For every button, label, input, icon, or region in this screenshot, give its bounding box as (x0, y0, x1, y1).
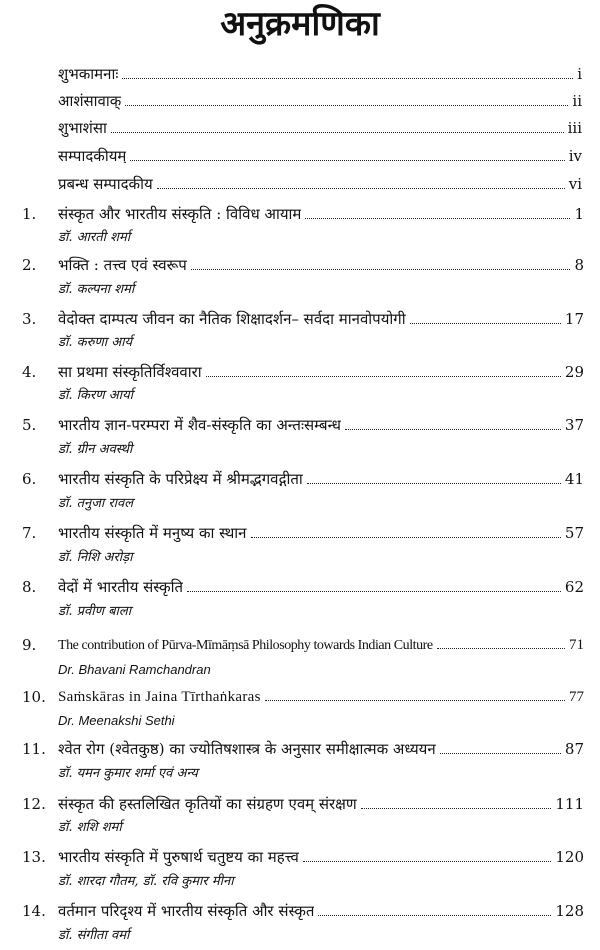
toc-entry-line (58, 685, 584, 709)
entry-title: प्रबन्ध सम्पादकीय (58, 175, 153, 193)
entry-title: वेदोक्त दाम्पत्य जीवन का नैतिक शिक्षादर्शन– सर्वदा मानवोपयोगी (58, 310, 406, 328)
toc-entry-line (58, 144, 582, 168)
chapter-number: 4. (22, 363, 37, 381)
chapter-author: Dr. Meenakshi Sethi (58, 713, 175, 728)
dot-leader (206, 362, 561, 377)
chapter-number: 11. (22, 740, 46, 758)
chapter-number: 13. (22, 848, 46, 866)
entry-title: शुभाशंसा (58, 119, 107, 137)
chapter-author: डॉ. कल्पना शर्मा (58, 282, 135, 297)
entry-title: संस्कृत और भारतीय संस्कृति : विविध आयाम (58, 205, 302, 223)
chapter-author: डॉ. ग्रीन अवस्थी (58, 442, 133, 457)
page-number: 8 (574, 256, 584, 274)
toc-entry-line (58, 202, 584, 226)
chapter-author: डॉ. शशि शर्मा (58, 820, 122, 835)
dot-leader (361, 794, 552, 809)
page-title: अनुक्रमणिका (220, 4, 380, 44)
page-number: 87 (564, 740, 584, 758)
chapter-author: डॉ. तनुजा रावल (58, 496, 134, 511)
toc-entry-line (58, 575, 584, 599)
toc-prelim-entry[interactable] (0, 62, 600, 86)
toc-entry-line (58, 467, 584, 491)
dot-leader (437, 634, 565, 649)
chapter-number: 7. (22, 524, 37, 542)
toc-chapter-entry[interactable] (0, 737, 600, 761)
toc-entry-line (58, 253, 584, 277)
toc-chapter-entry[interactable] (0, 413, 600, 437)
page-number: 57 (564, 524, 584, 542)
toc-chapter-entry[interactable] (0, 575, 600, 599)
toc-entry-line (58, 307, 584, 331)
toc-entry-line (58, 792, 584, 816)
page-number: 111 (555, 795, 584, 813)
dot-leader (122, 64, 573, 79)
entry-title: भारतीय संस्कृति में मनुष्य का स्थान (58, 524, 247, 542)
toc-chapter-entry[interactable] (0, 521, 600, 545)
dot-leader (251, 523, 561, 538)
toc-chapter-entry[interactable] (0, 633, 600, 657)
chapter-author: डॉ. किरण आर्या (58, 388, 133, 403)
entry-title: आशंसावाक् (58, 92, 122, 110)
entry-title: भक्ति : तत्त्व एवं स्वरूप (58, 256, 187, 274)
dot-leader (111, 118, 564, 133)
page-number: 37 (564, 416, 584, 434)
dot-leader (318, 901, 551, 916)
toc-prelim-entry[interactable] (0, 89, 600, 113)
dot-leader (303, 847, 552, 862)
chapter-number: 1. (22, 205, 37, 223)
chapter-number: 12. (22, 795, 46, 813)
toc-entry-line (58, 413, 584, 437)
toc-chapter-entry[interactable] (0, 792, 600, 816)
toc-chapter-entry[interactable] (0, 253, 600, 277)
toc-entry-line (58, 845, 584, 869)
page-number: vi (568, 175, 582, 193)
entry-title: वेदों में भारतीय संस्कृति (58, 578, 184, 596)
entry-title: भारतीय संस्कृति के परिप्रेक्ष्य में श्रीमद्भगवद्गीता (58, 470, 303, 488)
chapter-number: 9. (22, 636, 37, 654)
entry-title: भारतीय ज्ञान-परम्परा में शैव-संस्कृति का अन्तःसम्बन्ध (58, 416, 341, 434)
page-number: 77 (569, 689, 584, 705)
entry-title: भारतीय संस्कृति में पुरुषार्थ चतुष्टय का महत्त्व (58, 848, 299, 866)
toc-entry-line (58, 899, 584, 923)
chapter-author: डॉ. निशि अरोड़ा (58, 550, 133, 565)
entry-title: वर्तमान परिदृश्य में भारतीय संस्कृति और संस्कृत (58, 902, 315, 920)
entry-title: The contribution of Pūrva-Mīmāṃsā Philosophy towards Indian Culture (58, 638, 433, 653)
toc-chapter-entry[interactable] (0, 845, 600, 869)
dot-leader (307, 469, 561, 484)
page-number: i (577, 65, 582, 83)
chapter-author: डॉ. संगीता वर्मा (58, 928, 130, 943)
toc-chapter-entry[interactable] (0, 202, 600, 226)
toc-prelim-entry[interactable] (0, 116, 600, 140)
page-number: ii (572, 92, 582, 110)
page-number: 62 (564, 578, 584, 596)
entry-title: सम्पादकीयम् (58, 147, 127, 165)
page-number: 120 (555, 848, 584, 866)
page-number: iii (567, 119, 582, 137)
page-number: 128 (555, 902, 584, 920)
toc-entry-line (58, 633, 584, 658)
chapter-number: 14. (22, 902, 46, 920)
toc-chapter-entry[interactable] (0, 899, 600, 923)
dot-leader (130, 146, 564, 161)
chapter-author: डॉ. प्रवीण बाला (58, 604, 132, 619)
chapter-number: 10. (22, 688, 46, 706)
page-number: iv (568, 147, 582, 165)
toc-entry-line (58, 521, 584, 545)
page-number: 17 (564, 310, 584, 328)
toc-entry-line (58, 172, 582, 196)
dot-leader (125, 91, 568, 106)
entry-title: शुभकामनाः (58, 65, 119, 83)
toc-chapter-entry[interactable] (0, 307, 600, 331)
chapter-author: डॉ. शारदा गौतम, डॉ. रवि कुमार मीना (58, 874, 234, 889)
entry-title: सा प्रथमा संस्कृतिर्विश्ववारा (58, 363, 202, 381)
chapter-number: 5. (22, 416, 37, 434)
chapter-author: Dr. Bhavani Ramchandran (58, 662, 211, 677)
chapter-author: डॉ. आरती शर्मा (58, 230, 131, 245)
chapter-number: 3. (22, 310, 37, 328)
page-number: 71 (569, 637, 584, 653)
chapter-number: 2. (22, 256, 37, 274)
toc-entry-line (58, 62, 582, 86)
chapter-number: 6. (22, 470, 37, 488)
toc-chapter-entry[interactable] (0, 685, 600, 709)
dot-leader (410, 309, 561, 324)
toc-entry-line (58, 737, 584, 761)
toc-entry-line (58, 89, 582, 113)
page-number: 29 (564, 363, 584, 381)
entry-title: Saṁskāras in Jaina Tīrthaṅkaras (58, 689, 261, 705)
toc-entry-line (58, 360, 584, 384)
toc-prelim-entry[interactable] (0, 144, 600, 168)
toc-prelim-entry[interactable] (0, 172, 600, 196)
dot-leader (265, 686, 565, 701)
dot-leader (187, 577, 561, 592)
dot-leader (191, 255, 571, 270)
toc-entry-line (58, 116, 582, 140)
chapter-author: डॉ. करुणा आर्य (58, 335, 133, 350)
page-number: 1 (574, 205, 584, 223)
dot-leader (345, 415, 561, 430)
entry-title: संस्कृत की हस्तलिखित कृतियों का संग्रहण एवम् संरक्षण (58, 795, 357, 813)
dot-leader (157, 174, 565, 189)
page-number: 41 (564, 470, 584, 488)
chapter-author: डॉ. यमन कुमार शर्मा एवं अन्य (58, 766, 198, 781)
entry-title: श्वेत रोग (श्वेतकुष्ठ) का ज्योतिषशास्त्र के अनुसार समीक्षात्मक अध्ययन (58, 740, 436, 758)
chapter-number: 8. (22, 578, 37, 596)
toc-chapter-entry[interactable] (0, 360, 600, 384)
toc-chapter-entry[interactable] (0, 467, 600, 491)
dot-leader (305, 204, 570, 219)
dot-leader (440, 739, 561, 754)
